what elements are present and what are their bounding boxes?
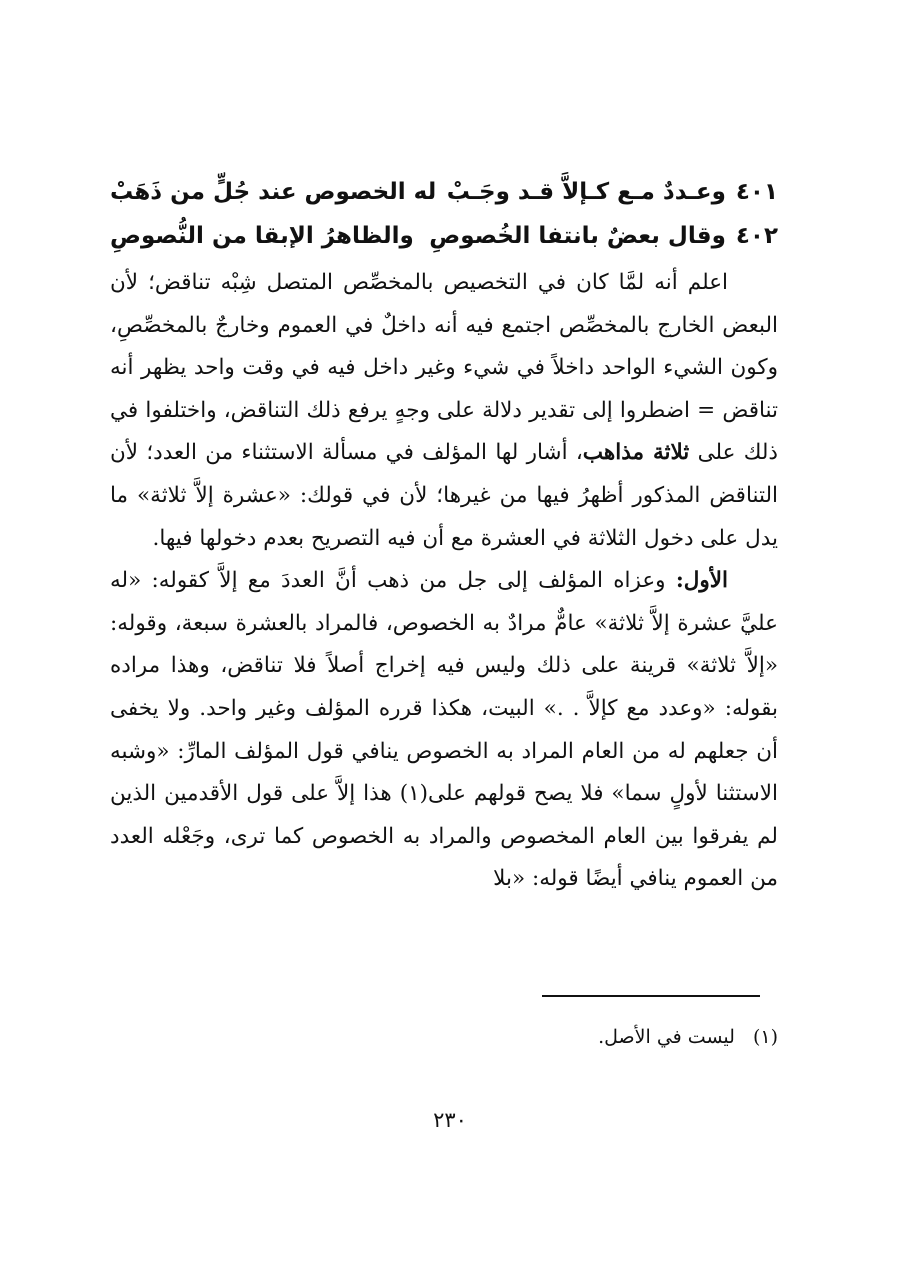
verse-block	[110, 170, 778, 258]
footnote-number: (١)	[752, 1026, 778, 1048]
commentary-text	[110, 262, 778, 901]
verse-second-hemistich: والظاهرُ الإبقا من النُّصوصِ	[110, 223, 414, 249]
verse-number: ٤٠١	[735, 179, 778, 205]
verse-line	[110, 214, 778, 258]
paragraph-text: هذا إلاَّ على قول الأقدمين الذين لم يفرقوا بين العام المخصوص والمراد به الخصوص كما ترى، وجَعْله العدد من العموم ينافي أيضًا قوله: «بلا	[110, 781, 778, 892]
paragraph-text: وعزاه المؤلف إلى جل من ذهب أنَّ العددَ مع إلاَّ كقوله: «له عليَّ عشرة إلاَّ ثلاثة» عامٌّ مرادٌ به الخصوص، فالمراد بالعشرة سبعة، وقوله: «إلاَّ ثلاثة» قرينة على ذلك وليس فيه إخراج أصلاً فلا تناقض، وهذا مراده بقوله: «وعدد مع كإلاَّ . .» البيت، هكذا قرره المؤلف وغير واحد. ولا يخفى أن جعلهم له من العام المراد به الخصوص ينافي قول المؤلف المارِّ: «وشبه الاستثنا لأولٍ سما» فلا يصح قولهم على	[110, 568, 778, 807]
verse-line	[110, 170, 778, 214]
paragraph-first-opinion	[110, 560, 778, 901]
paragraph-intro	[110, 262, 778, 560]
paragraph-text: ، أشار لها المؤلف في مسألة الاستثناء من العدد؛ لأن التناقض المذكور أظهرُ فيها من غيرها؛ لأن في قولك: «عشرة إلاَّ ثلاثة» ما يدل على دخول الثلاثة في العشرة مع أن فيه التصريح بعدم دخولها فيها.	[110, 440, 778, 551]
page-number: ٢٣٠	[433, 1108, 467, 1132]
paragraph-lead: الأول:	[675, 568, 729, 594]
footnote	[110, 1023, 778, 1051]
verse-first-hemistich: وقال بعضٌ بانتفا الخُصوصِ	[429, 223, 726, 249]
footnote-marker[interactable]: (١)	[399, 781, 429, 807]
verse-first-hemistich: وعـددٌ مـع كـإلاَّ قـد وجَـبْ	[446, 179, 726, 205]
verse-number: ٤٠٢	[735, 223, 778, 249]
paragraph-text: اعلم أنه لمَّا كان في التخصيص بالمخصِّص المتصل شِبْه تناقض؛ لأن البعض الخارج بالمخصِّص اجتمع فيه أنه داخلٌ في العموم وخارجٌ بالمخصِّصِ، وكون الشيء الواحد داخلاً في شيء وغير داخل فيه في وقت واحد يظهر أنه تناقض = اضطروا إلى تقدير دلالة على وجهٍ يرفع ذلك التناقض، واختلفوا في ذلك على	[110, 270, 778, 466]
verse-second-hemistich: له الخصوص عند جُلٍّ من ذَهَبْ	[110, 179, 437, 205]
footnote-text: ليست في الأصل.	[598, 1026, 735, 1048]
footnote-divider	[542, 995, 760, 997]
bold-phrase: ثلاثة مذاهب	[582, 440, 690, 466]
